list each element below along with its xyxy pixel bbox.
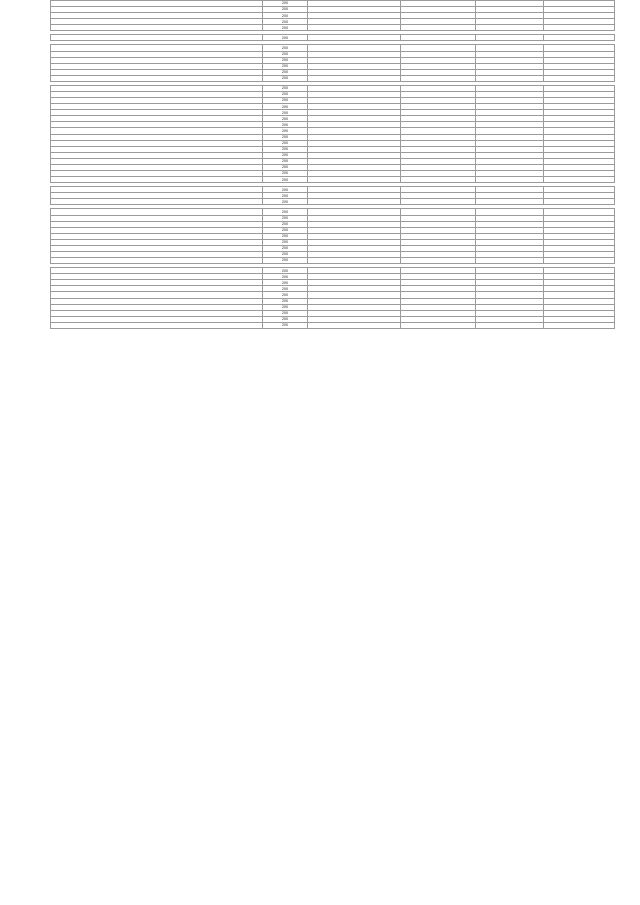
- cell-code: 200: [263, 128, 308, 134]
- cell-code: 200: [263, 268, 308, 274]
- cell-code: 200: [263, 177, 308, 183]
- cell-code: 200: [263, 187, 308, 193]
- cell-code: 200: [263, 245, 308, 251]
- cell-rest: [544, 322, 615, 328]
- cell-code: 200: [263, 310, 308, 316]
- cell-code: 200: [263, 134, 308, 140]
- cell-code: 200: [263, 292, 308, 298]
- cell-code: 200: [263, 221, 308, 227]
- cell-code: 200: [263, 280, 308, 286]
- cell-code: 200: [263, 69, 308, 75]
- cell-fact: [476, 322, 544, 328]
- cell-code: 200: [263, 51, 308, 57]
- cell-code: 200: [263, 152, 308, 158]
- cell-code: 200: [263, 116, 308, 122]
- cell-code: 200: [263, 215, 308, 221]
- table-row: [51, 322, 615, 328]
- table-body: [51, 1, 615, 329]
- cell-code: 200: [263, 146, 308, 152]
- cell-code: 200: [263, 63, 308, 69]
- cell-code: 200: [263, 140, 308, 146]
- cell-code: 200: [263, 104, 308, 110]
- cell-code: 200: [263, 110, 308, 116]
- cell-code: 200: [263, 122, 308, 128]
- cell-code: 200: [263, 322, 308, 328]
- cell-code: 200: [263, 304, 308, 310]
- cell-code: 200: [263, 75, 308, 81]
- budget-expenses-table: [50, 0, 615, 329]
- cell-code: 200: [263, 98, 308, 104]
- cell-code: 200: [263, 7, 308, 13]
- cell-plan: [401, 322, 476, 328]
- cell-code: 200: [263, 85, 308, 91]
- cell-code: 200: [263, 233, 308, 239]
- cell-code: 200: [263, 274, 308, 280]
- cell-code: 200: [263, 92, 308, 98]
- cell-code: 200: [263, 25, 308, 31]
- report-sheet: [50, 0, 614, 872]
- cell-name: [51, 322, 263, 328]
- cell-code: 200: [263, 45, 308, 51]
- cell-code: 200: [263, 239, 308, 245]
- cell-code: 200: [263, 286, 308, 292]
- cell-kbk: [308, 322, 401, 328]
- cell-code: 200: [263, 298, 308, 304]
- cell-code: 200: [263, 1, 308, 7]
- cell-code: 200: [263, 19, 308, 25]
- cell-code: 200: [263, 227, 308, 233]
- cell-code: 200: [263, 258, 308, 264]
- cell-code: 200: [263, 251, 308, 257]
- cell-code: 200: [263, 164, 308, 170]
- cell-code: 200: [263, 199, 308, 205]
- cell-code: 200: [263, 57, 308, 63]
- cell-code: 200: [263, 316, 308, 322]
- cell-code: 200: [263, 171, 308, 177]
- cell-code: 200: [263, 35, 308, 41]
- cell-code: 200: [263, 193, 308, 199]
- cell-code: 200: [263, 158, 308, 164]
- cell-code: 200: [263, 209, 308, 215]
- cell-code: 200: [263, 13, 308, 19]
